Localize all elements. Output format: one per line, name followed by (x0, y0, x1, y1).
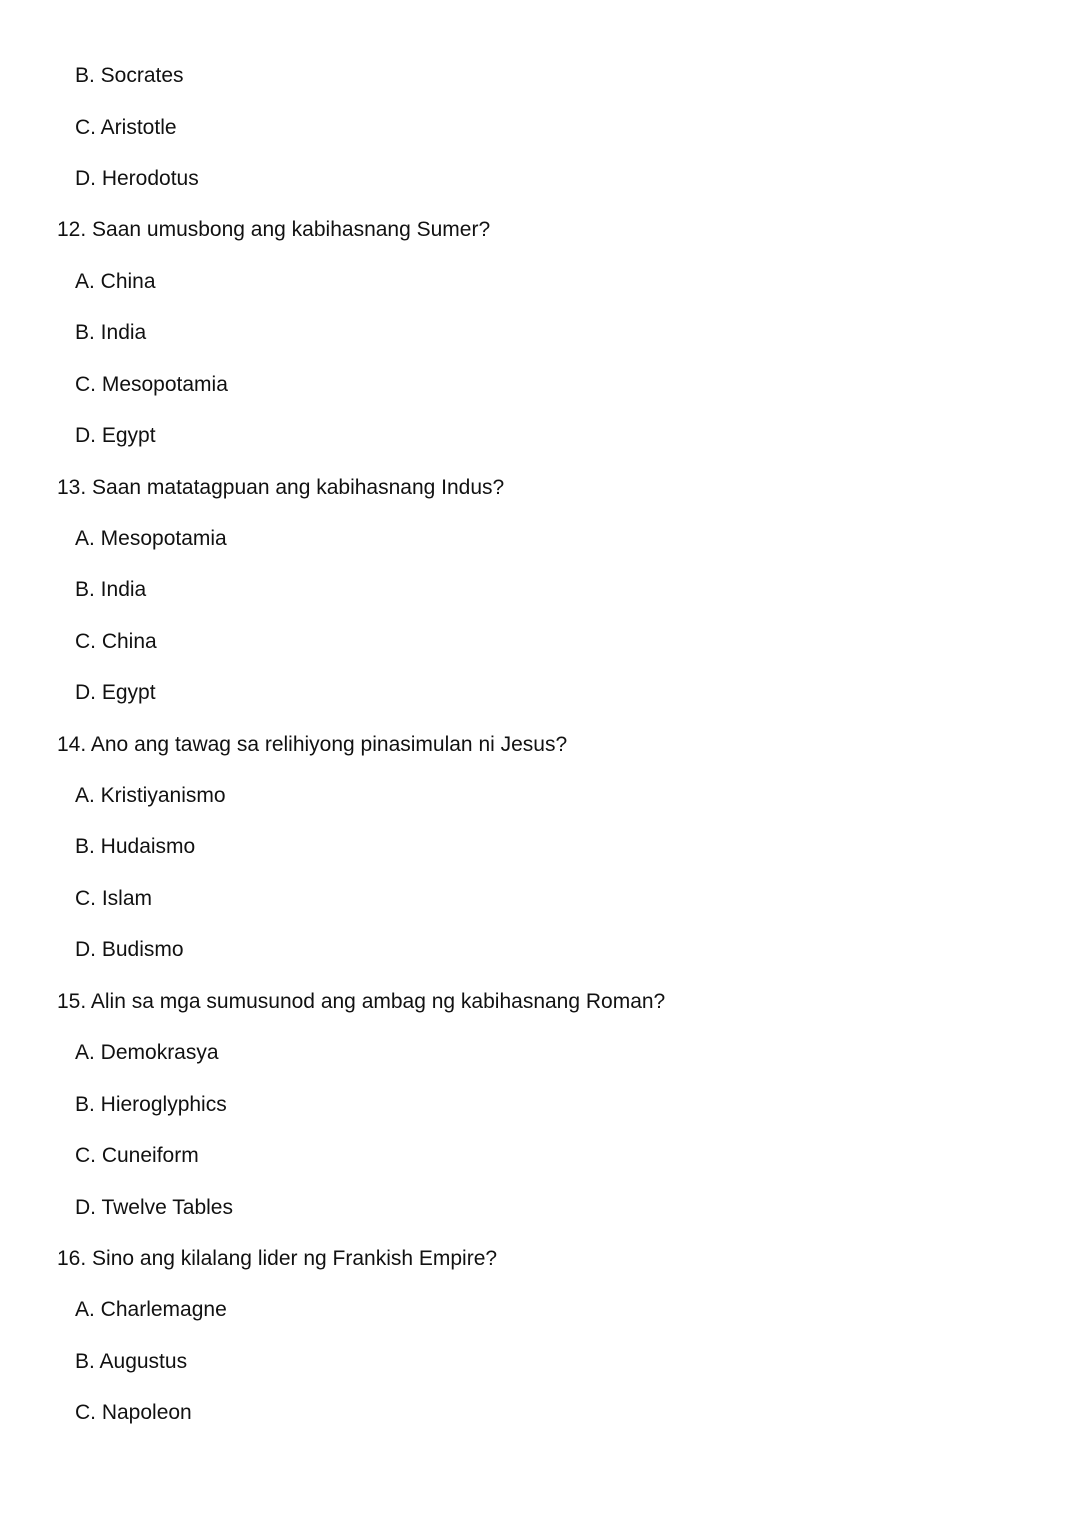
answer-option: A. Mesopotamia (75, 527, 227, 550)
answer-option: C. Aristotle (75, 116, 177, 139)
question-15: 15. Alin sa mga sumusunod ang ambag ng kabihasnang Roman? (57, 990, 666, 1013)
answer-option: B. India (75, 321, 147, 344)
answer-option: D. Egypt (75, 424, 156, 447)
answer-option: C. Cuneiform (75, 1144, 199, 1167)
answer-option: D. Budismo (75, 938, 184, 961)
answer-option: B. India (75, 578, 147, 601)
answer-option: A. Kristiyanismo (75, 784, 226, 807)
answer-option: C. Islam (75, 887, 153, 910)
answer-option: D. Herodotus (75, 167, 199, 190)
answer-option: B. Socrates (75, 64, 184, 87)
question-14: 14. Ano ang tawag sa relihiyong pinasimulan ni Jesus? (57, 733, 568, 756)
answer-option: C. Mesopotamia (75, 373, 228, 396)
answer-option: A. Charlemagne (75, 1298, 227, 1321)
answer-option: A. Demokrasya (75, 1041, 219, 1064)
answer-option: D. Egypt (75, 681, 156, 704)
question-16: 16. Sino ang kilalang lider ng Frankish Empire? (57, 1247, 498, 1270)
question-12: 12. Saan umusbong ang kabihasnang Sumer? (57, 218, 491, 241)
answer-option: C. Napoleon (75, 1401, 192, 1424)
answer-option: A. China (75, 270, 156, 293)
answer-option: D. Twelve Tables (75, 1196, 233, 1219)
answer-option: B. Hieroglyphics (75, 1093, 227, 1116)
answer-option: C. China (75, 630, 157, 653)
answer-option: B. Hudaismo (75, 835, 196, 858)
question-13: 13. Saan matatagpuan ang kabihasnang Indus? (57, 476, 505, 499)
answer-option: B. Augustus (75, 1350, 188, 1373)
